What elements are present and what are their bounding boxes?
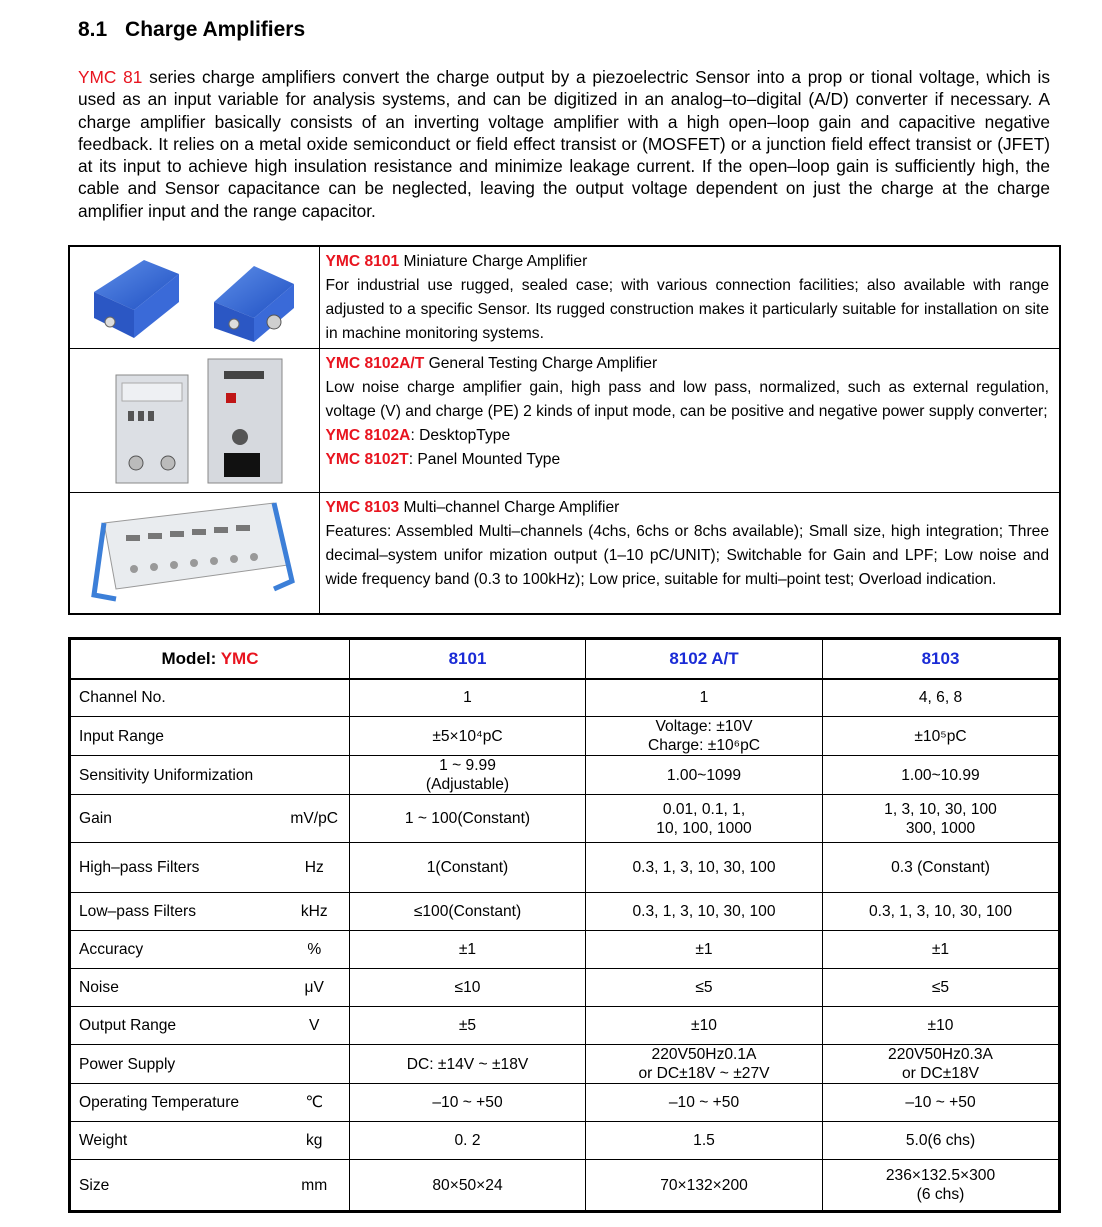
spec-value: 4, 6, 8 <box>823 679 1060 717</box>
spec-value: 0.01, 0.1, 1, 10, 100, 1000 <box>586 795 823 843</box>
spec-value: 220V50Hz0.3A or DC±18V <box>823 1045 1060 1084</box>
variant-text: : Panel Mounted Type <box>408 451 561 468</box>
product-image-8103 <box>69 493 319 615</box>
product-model: YMC 8102A/T <box>325 355 425 372</box>
column-8102: 8102 A/T <box>586 639 823 679</box>
spec-unit: % <box>280 931 350 969</box>
spec-param: Weight <box>70 1122 280 1160</box>
spec-unit: V <box>280 1007 350 1045</box>
spec-unit: μV <box>280 969 350 1007</box>
spec-param: Channel No. <box>70 679 280 717</box>
spec-value: 1(Constant) <box>350 843 586 893</box>
spec-value: ≤5 <box>586 969 823 1007</box>
spec-value: 1.00~10.99 <box>823 756 1060 795</box>
spec-row <box>70 1045 1060 1084</box>
spec-unit <box>280 1045 350 1084</box>
variant-model: YMC 8102A <box>325 427 411 444</box>
spec-unit: mV/pC <box>280 795 350 843</box>
spec-value: ≤100(Constant) <box>350 893 586 931</box>
spec-value: ±10⁵pC <box>823 717 1060 756</box>
spec-unit <box>280 756 350 795</box>
spec-value: ±1 <box>823 931 1060 969</box>
variant-model: YMC 8102T <box>325 451 409 468</box>
product-image-8101 <box>69 246 319 349</box>
spec-value: –10 ~ +50 <box>823 1084 1060 1122</box>
section-heading <box>78 18 305 42</box>
spec-row <box>70 795 1060 843</box>
spec-param: Sensitivity Uniformization <box>70 756 280 795</box>
product-name: Miniature Charge Amplifier <box>399 253 588 270</box>
spec-row <box>70 931 1060 969</box>
spec-value: 0.3, 1, 3, 10, 30, 100 <box>823 893 1060 931</box>
spec-row <box>70 843 1060 893</box>
product-description: For industrial use rugged, sealed case; with various connection facilities; also available with range adjusted to a specific Sensor. Its rugged construction makes it particularly suitable for installation on site in machine monitoring systems. <box>325 277 1049 342</box>
product-name: General Testing Charge Amplifier <box>424 355 658 372</box>
spec-value: 1, 3, 10, 30, 100 300, 1000 <box>823 795 1060 843</box>
spec-value: ±5×10⁴pC <box>350 717 586 756</box>
spec-value: 1.5 <box>586 1122 823 1160</box>
spec-value: 1.00~1099 <box>586 756 823 795</box>
spec-param: Low–pass Filters <box>70 893 280 931</box>
spec-value: ±5 <box>350 1007 586 1045</box>
spec-value: 1 ~ 9.99 (Adjustable) <box>350 756 586 795</box>
spec-value: 0.3, 1, 3, 10, 30, 100 <box>586 893 823 931</box>
product-model: YMC 8101 <box>325 253 400 270</box>
spec-row <box>70 893 1060 931</box>
spec-value: 70×132×200 <box>586 1160 823 1212</box>
spec-unit: kHz <box>280 893 350 931</box>
intro-lead-model: YMC 81 <box>78 67 143 87</box>
spec-value: ±10 <box>823 1007 1060 1045</box>
spec-value: 80×50×24 <box>350 1160 586 1212</box>
spec-value: 236×132.5×300 (6 chs) <box>823 1160 1060 1212</box>
spec-unit: kg <box>280 1122 350 1160</box>
spec-param: High–pass Filters <box>70 843 280 893</box>
product-image-8102 <box>69 349 319 493</box>
section-title: Charge Amplifiers <box>125 18 306 41</box>
spec-value: ≤10 <box>350 969 586 1007</box>
product-table <box>68 245 1061 615</box>
model-header: Model: YMC <box>70 639 350 679</box>
product-8103 <box>319 493 1060 615</box>
intro-paragraph <box>78 66 1050 222</box>
spec-unit <box>280 679 350 717</box>
spec-header-row <box>70 639 1060 679</box>
spec-value: 1 ~ 100(Constant) <box>350 795 586 843</box>
spec-param: Power Supply <box>70 1045 280 1084</box>
spec-unit <box>280 717 350 756</box>
product-description: Features: Assembled Multi–channels (4chs, 6chs or 8chs available); Small size, high integration; Three decimal–system unifor mization output (1–10 pC/UNIT); Switchable for Gain and LPF; Low noise and wide frequency band (0.3 to 100kHz); Low price, suitable for multi–point test; Overload indication. <box>325 523 1049 588</box>
spec-value: –10 ~ +50 <box>350 1084 586 1122</box>
spec-value: –10 ~ +50 <box>586 1084 823 1122</box>
spec-row <box>70 717 1060 756</box>
column-8101: 8101 <box>350 639 586 679</box>
miniature-amplifier-image <box>74 252 314 344</box>
spec-row <box>70 1160 1060 1212</box>
spec-unit: Hz <box>280 843 350 893</box>
spec-unit: mm <box>280 1160 350 1212</box>
spec-value: 220V50Hz0.1A or DC±18V ~ ±27V <box>586 1045 823 1084</box>
spec-value: DC: ±14V ~ ±18V <box>350 1045 586 1084</box>
spec-value: 0.3, 1, 3, 10, 30, 100 <box>586 843 823 893</box>
spec-value: Voltage: ±10V Charge: ±10⁶pC <box>586 717 823 756</box>
spec-row <box>70 1084 1060 1122</box>
spec-value: ±1 <box>586 931 823 969</box>
spec-row <box>70 969 1060 1007</box>
multichannel-amplifier-image <box>74 495 314 611</box>
testing-amplifier-image <box>74 353 314 489</box>
column-8103: 8103 <box>823 639 1060 679</box>
spec-table <box>68 637 1061 1213</box>
variant-text: : DesktopType <box>410 427 511 444</box>
spec-param: Output Range <box>70 1007 280 1045</box>
spec-row <box>70 679 1060 717</box>
spec-row <box>70 1007 1060 1045</box>
spec-param: Input Range <box>70 717 280 756</box>
spec-param: Gain <box>70 795 280 843</box>
product-model: YMC 8103 <box>325 499 400 516</box>
section-number: 8.1 <box>78 18 108 41</box>
spec-value: 0.3 (Constant) <box>823 843 1060 893</box>
spec-param: Size <box>70 1160 280 1212</box>
spec-value: 0. 2 <box>350 1122 586 1160</box>
spec-param: Noise <box>70 969 280 1007</box>
spec-value: ±10 <box>586 1007 823 1045</box>
spec-value: ≤5 <box>823 969 1060 1007</box>
product-description: Low noise charge amplifier gain, high pass and low pass, normalized, such as external regulation, voltage (V) and charge (PE) 2 kinds of input mode, can be positive and negative power supply converter; <box>325 379 1049 420</box>
spec-value: 5.0(6 chs) <box>823 1122 1060 1160</box>
intro-text: series charge amplifiers convert the charge output by a piezoelectric Sensor into a prop or tional voltage, which is used as an input variable for analysis systems, and can be digitized in an analog–to–digital (A/D) converter if necessary. A charge amplifier basically consists of an inverting voltage amplifier with a high open–loop gain and capacitive negative feedback. It relies on a metal oxide semiconduct or field effect transist or (MOSFET) or a junction field effect transist or (JFET) at its input to achieve high insulation resistance and minimize leakage current. If the open–loop gain is sufficiently high, the cable and Sensor capacitance can be neglected, leaving the output voltage dependent on just the charge at the charge amplifier input and the range capacitor. <box>78 67 1050 221</box>
spec-row <box>70 756 1060 795</box>
spec-unit: ℃ <box>280 1084 350 1122</box>
spec-param: Accuracy <box>70 931 280 969</box>
spec-value: 1 <box>586 679 823 717</box>
spec-value: ±1 <box>350 931 586 969</box>
spec-row <box>70 1122 1060 1160</box>
product-8102 <box>319 349 1060 493</box>
spec-value: 1 <box>350 679 586 717</box>
product-8101 <box>319 246 1060 349</box>
spec-param: Operating Temperature <box>70 1084 280 1122</box>
product-name: Multi–channel Charge Amplifier <box>399 499 620 516</box>
